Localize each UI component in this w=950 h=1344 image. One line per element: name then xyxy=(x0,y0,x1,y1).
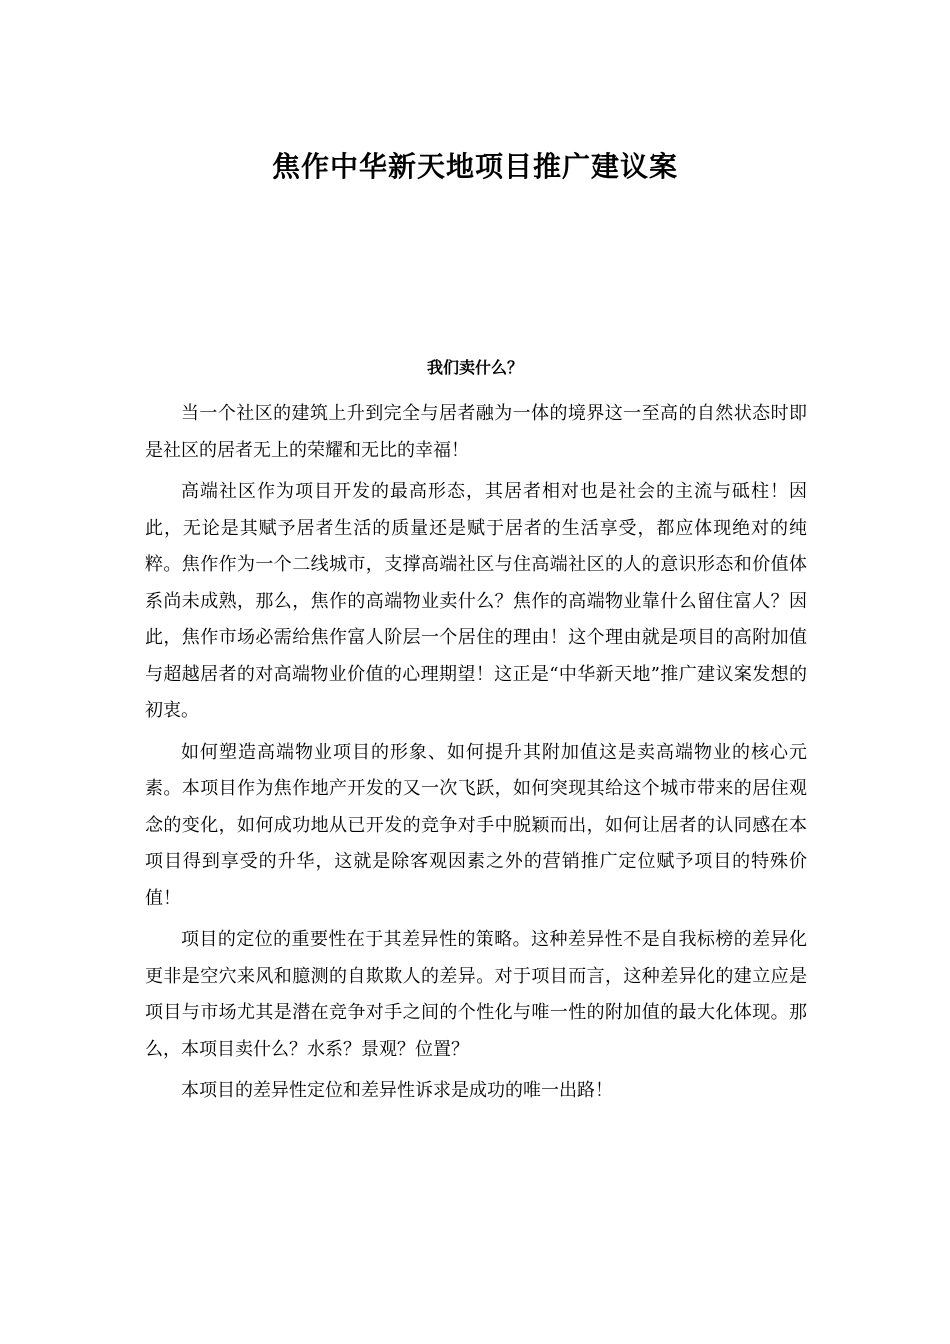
paragraph-2: 高端社区作为项目开发的最高形态，其居者相对也是社会的主流与砥柱！因此，无论是其赋予居者生活的质量还是赋于居者的生活享受，都应体现绝对的纯粹。焦作作为一个二线城市，支撑高端社区与住高端社区的人的意识形态和价值体系尚未成熟，那么，焦作的高端物业卖什么？焦作的高端物业靠什么留住富人？因此，焦作市场必需给焦作富人阶层一个居住的理由！这个理由就是项目的高附加值与超越居者的对高端物业价值的心理期望！这正是“中华新天地”推广建议案发想的初衷。 xyxy=(145,481,807,721)
paragraph-1: 当一个社区的建筑上升到完全与居者融为一体的境界这一至高的自然状态时即是社区的居者无上的荣耀和无比的幸福！ xyxy=(145,403,807,461)
body-text xyxy=(145,396,807,1115)
paragraph-3: 如何塑造高端物业项目的形象、如何提升其附加值这是卖高端物业的核心元素。本项目作为焦作地产开发的又一次飞跃，如何突现其给这个城市带来的居住观念的变化，如何成功地从已开发的竞争对手中脱颖而出，如何让居者的认同感在本项目得到享受的升华，这就是除客观因素之外的营销推广定位赋予项目的特殊价值！ xyxy=(145,741,807,909)
paragraph-5: 本项目的差异性定位和差异性诉求是成功的唯一出路！ xyxy=(181,1080,613,1101)
document-title: 焦作中华新天地项目推广建议案 xyxy=(271,150,678,183)
paragraph-4: 项目的定位的重要性在于其差异性的策略。这种差异性不是自我标榜的差异化更非是空穴来风和臆测的自欺欺人的差异。对于项目而言，这种差异化的建立应是项目与市场尤其是潜在竞争对手之间的个性化与唯一性的附加值的最大化体现。那么，本项目卖什么？水系？景观？位置？ xyxy=(145,929,807,1060)
section-heading: 我们卖什么？ xyxy=(426,358,523,377)
